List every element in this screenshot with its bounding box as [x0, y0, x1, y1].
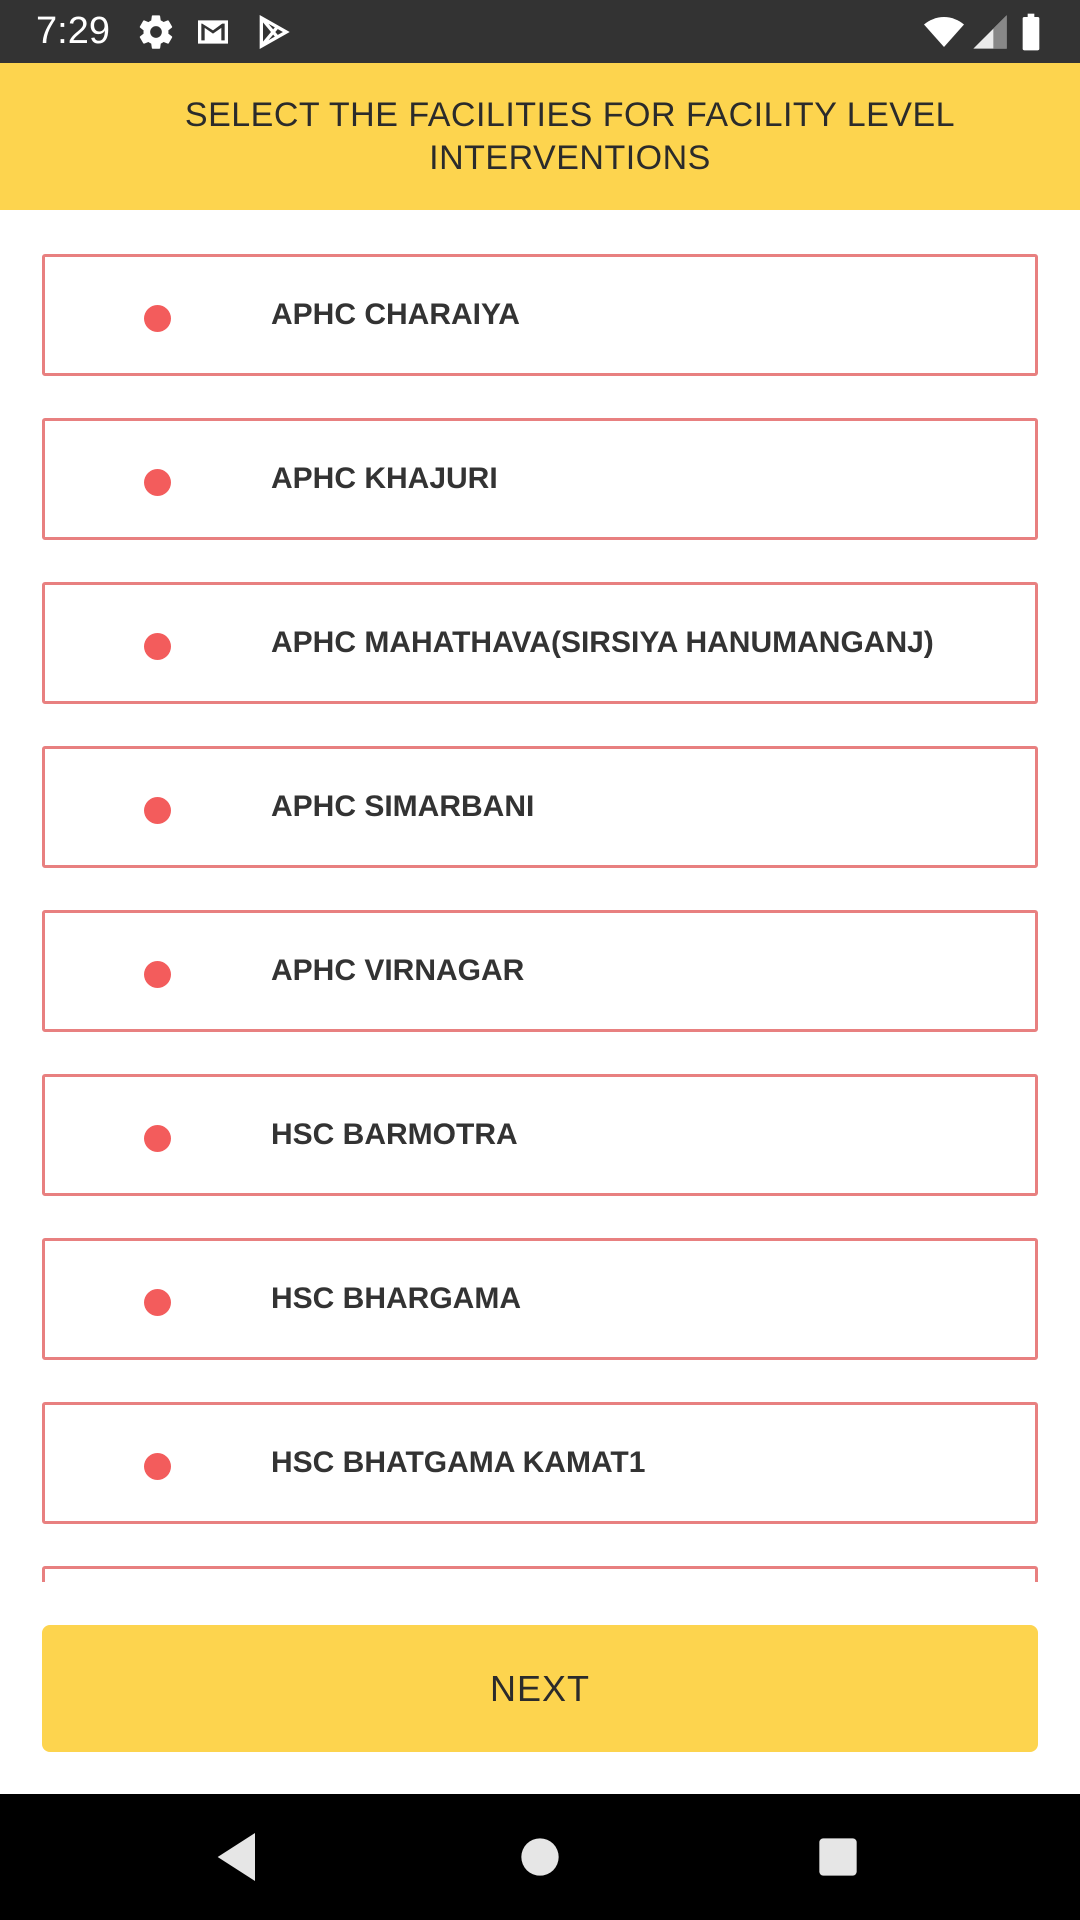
facility-label: APHC VIRNAGAR [271, 954, 525, 987]
radio-dot-icon [144, 961, 171, 988]
back-icon[interactable] [207, 1825, 271, 1889]
header [0, 63, 1080, 210]
battery-icon [1016, 12, 1046, 52]
next-button[interactable]: NEXT [42, 1625, 1038, 1752]
radio-dot-icon [144, 797, 171, 824]
facility-item[interactable] [42, 910, 1038, 1032]
radio-dot-icon [144, 1453, 171, 1480]
settings-icon [136, 12, 176, 52]
facility-label: APHC MAHATHAVA(SIRSIYA HANUMANGANJ) [271, 626, 934, 659]
gmail-icon [193, 12, 233, 52]
radio-dot-icon [144, 633, 171, 660]
facility-item[interactable] [42, 1402, 1038, 1524]
facility-label: HSC BHATGAMA KAMAT1 [271, 1446, 646, 1479]
navigation-bar [0, 1794, 1080, 1920]
page-title: SELECT THE FACILITIES FOR FACILITY LEVEL INTERVENTIONS [184, 95, 956, 177]
facility-item[interactable] [42, 582, 1038, 704]
home-icon[interactable] [508, 1825, 572, 1889]
wifi-icon [922, 12, 966, 52]
radio-dot-icon [144, 1289, 171, 1316]
facility-item-partial[interactable] [42, 1566, 1038, 1582]
radio-dot-icon [144, 469, 171, 496]
facility-label: HSC BHARGAMA [271, 1282, 521, 1315]
facility-label: APHC KHAJURI [271, 462, 498, 495]
signal-icon [970, 12, 1010, 52]
radio-dot-icon [144, 305, 171, 332]
facility-list[interactable] [0, 210, 1080, 1582]
facility-item[interactable] [42, 746, 1038, 868]
facility-item[interactable] [42, 254, 1038, 376]
facility-item[interactable] [42, 418, 1038, 540]
facility-item[interactable] [42, 1074, 1038, 1196]
facility-label: HSC BARMOTRA [271, 1118, 518, 1151]
facility-label: APHC SIMARBANI [271, 790, 535, 823]
recents-icon[interactable] [806, 1825, 870, 1889]
facility-item[interactable] [42, 1238, 1038, 1360]
facility-label: APHC CHARAIYA [271, 298, 520, 331]
status-time: 7:29 [36, 10, 110, 52]
status-bar [0, 0, 1080, 63]
play-store-icon [253, 12, 293, 52]
radio-dot-icon [144, 1125, 171, 1152]
